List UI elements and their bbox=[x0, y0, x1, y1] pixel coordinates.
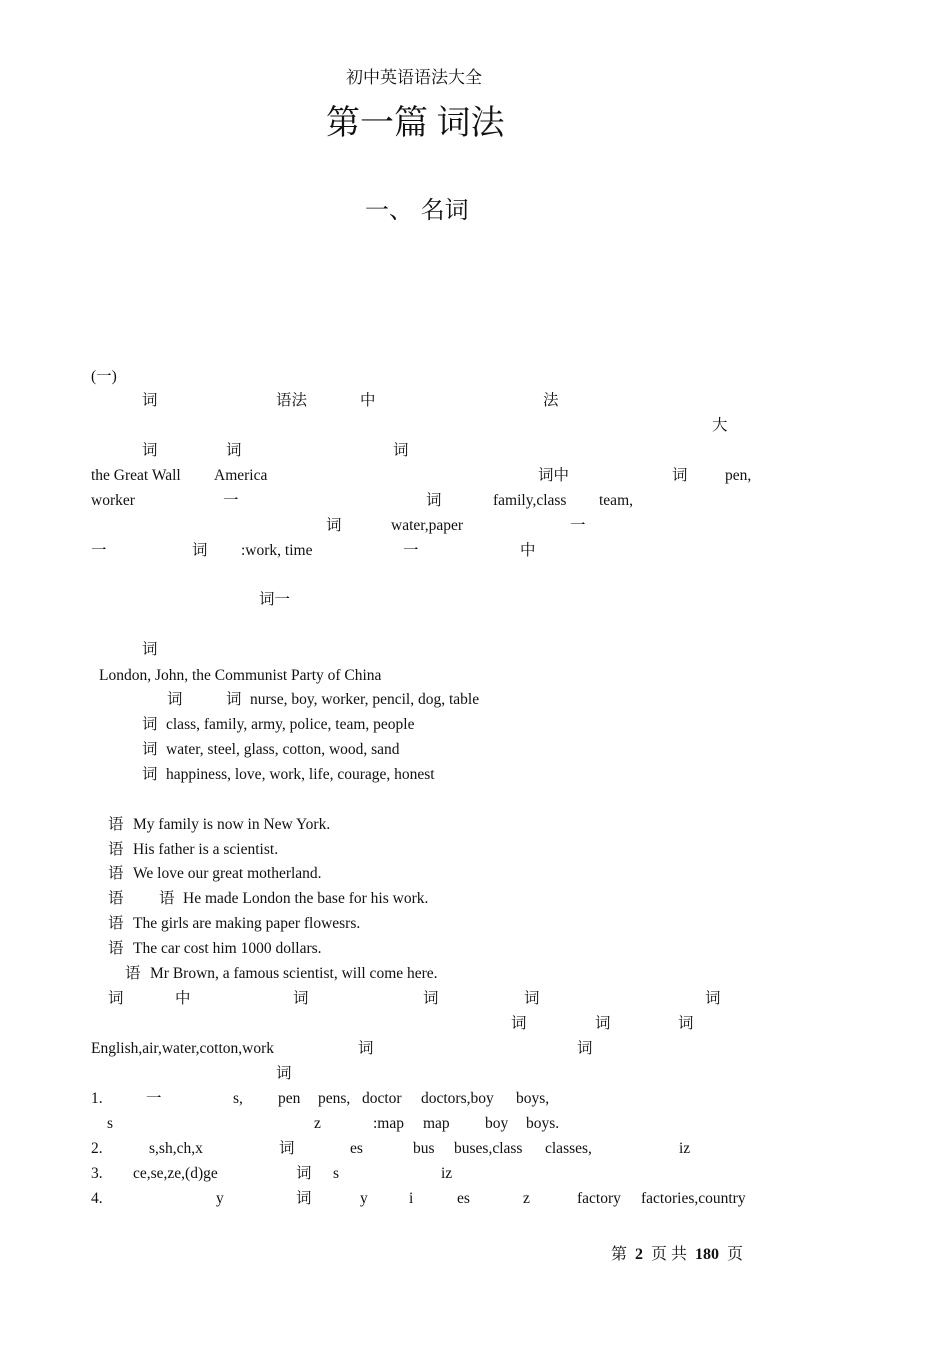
intro-marker: (一) bbox=[91, 368, 117, 385]
document-supertitle: 初中英语语法大全 bbox=[346, 68, 482, 87]
intro-fragment: 词 bbox=[192, 542, 208, 559]
countable-fragment: 词 bbox=[423, 990, 439, 1007]
intro-fragment: the Great Wall bbox=[91, 467, 181, 484]
rule-fragment: pens, bbox=[318, 1090, 351, 1107]
example-sentence: Mr Brown, a famous scientist, will come here. bbox=[150, 965, 438, 982]
rule-fragment: 一 bbox=[146, 1090, 162, 1107]
uncountable-examples: English,air,water,cotton,work bbox=[91, 1040, 274, 1057]
countable-fragment: 词 bbox=[678, 1015, 694, 1032]
intro-fragment: 词 bbox=[672, 467, 688, 484]
footer-prefix: 第 bbox=[611, 1246, 628, 1263]
rule-fragment: iz bbox=[679, 1140, 691, 1157]
intro-fragment: 词一 bbox=[259, 591, 291, 608]
countable-fragment: 词 bbox=[705, 990, 721, 1007]
rule-fragment: factory bbox=[577, 1190, 621, 1207]
rule-fragment: z bbox=[314, 1115, 321, 1132]
intro-fragment: worker bbox=[91, 492, 135, 509]
collective-noun-examples: class, family, army, police, team, people bbox=[166, 716, 415, 733]
example-sentence: The girls are making paper flowesrs. bbox=[133, 915, 361, 932]
intro-fragment: 中 bbox=[360, 392, 376, 409]
intro-fragment: 中 bbox=[520, 542, 536, 559]
intro-fragment: 词 bbox=[226, 442, 242, 459]
footer-suffix: 页 bbox=[727, 1246, 744, 1263]
individual-noun-examples: nurse, boy, worker, pencil, dog, table bbox=[250, 691, 480, 708]
countable-fragment: 词 bbox=[511, 1015, 527, 1032]
rule-fragment: doctor bbox=[362, 1090, 402, 1107]
example-marker: 语 bbox=[108, 816, 124, 833]
rule-number: 1. bbox=[91, 1090, 103, 1107]
example-sentence: His father is a scientist. bbox=[133, 841, 279, 858]
rule-fragment: s bbox=[107, 1115, 114, 1132]
countable-fragment: 中 bbox=[175, 990, 191, 1007]
rule-fragment: i bbox=[409, 1190, 414, 1207]
example-marker: 语 bbox=[125, 965, 141, 982]
example-sentence: My family is now in New York. bbox=[133, 816, 331, 833]
rule-fragment: bus bbox=[413, 1140, 435, 1157]
rule-fragment: 词 bbox=[279, 1140, 295, 1157]
intro-fragment: 语法 bbox=[276, 392, 308, 409]
intro-fragment: 一 bbox=[570, 517, 586, 534]
rule-fragment: s,sh,ch,x bbox=[149, 1140, 203, 1157]
type-marker: 词 bbox=[226, 691, 242, 708]
rule-fragment: y bbox=[360, 1190, 368, 1207]
rule-fragment: 词 bbox=[296, 1190, 312, 1207]
intro-fragment: family,class bbox=[493, 492, 567, 509]
intro-fragment: 一 bbox=[403, 542, 419, 559]
intro-fragment: team, bbox=[599, 492, 633, 509]
intro-fragment: 词 bbox=[326, 517, 342, 534]
rule-fragment: :map bbox=[373, 1115, 404, 1132]
type-marker: 词 bbox=[167, 691, 183, 708]
example-marker: 语 bbox=[159, 890, 175, 907]
rule-fragment: ce,se,ze,(d)ge bbox=[133, 1165, 218, 1182]
rule-number: 2. bbox=[91, 1140, 103, 1157]
countable-fragment: 词 bbox=[108, 990, 124, 1007]
intro-fragment: pen, bbox=[725, 467, 752, 484]
intro-fragment: 词 bbox=[426, 492, 442, 509]
intro-fragment: 一 bbox=[91, 542, 107, 559]
material-noun-examples: water, steel, glass, cotton, wood, sand bbox=[166, 741, 400, 758]
rule-fragment: boys, bbox=[516, 1090, 550, 1107]
intro-fragment: 法 bbox=[543, 392, 559, 409]
rule-fragment: boys. bbox=[526, 1115, 560, 1132]
intro-fragment: 词中 bbox=[538, 467, 570, 484]
example-sentence: The car cost him 1000 dollars. bbox=[133, 940, 322, 957]
rule-fragment: 词 bbox=[296, 1165, 312, 1182]
intro-fragment: :work, time bbox=[241, 542, 313, 559]
footer-middle: 页 共 bbox=[651, 1246, 688, 1263]
countable-fragment: 词 bbox=[595, 1015, 611, 1032]
example-sentence: We love our great motherland. bbox=[133, 865, 322, 882]
type-marker: 词 bbox=[142, 716, 158, 733]
countable-fragment: 词 bbox=[358, 1040, 374, 1057]
type-marker: 词 bbox=[142, 766, 158, 783]
page-total: 180 bbox=[695, 1246, 720, 1263]
rule-fragment: doctors,boy bbox=[421, 1090, 494, 1107]
rule-fragment: s bbox=[333, 1165, 340, 1182]
countable-fragment: 词 bbox=[293, 990, 309, 1007]
document-title: 第一篇 词法 bbox=[326, 105, 505, 142]
intro-fragment: 一 bbox=[223, 492, 239, 509]
section-heading: 一、 名词 bbox=[365, 196, 469, 224]
rule-fragment: es bbox=[350, 1140, 363, 1157]
page-footer bbox=[611, 1245, 743, 1265]
rule-fragment: y bbox=[216, 1190, 224, 1207]
intro-fragment: 大 bbox=[712, 417, 728, 434]
example-marker: 语 bbox=[108, 865, 124, 882]
page-number: 2 bbox=[635, 1246, 644, 1263]
example-marker: 语 bbox=[108, 841, 124, 858]
rule-number: 4. bbox=[91, 1190, 103, 1207]
example-marker: 语 bbox=[108, 940, 124, 957]
intro-fragment: 词 bbox=[393, 442, 409, 459]
countable-fragment: 词 bbox=[524, 990, 540, 1007]
rule-fragment: classes, bbox=[545, 1140, 592, 1157]
example-marker: 语 bbox=[108, 890, 124, 907]
types-heading: 词 bbox=[142, 641, 158, 658]
type-marker: 词 bbox=[142, 741, 158, 758]
intro-fragment: water,paper bbox=[391, 517, 464, 534]
rule-fragment: boy bbox=[485, 1115, 509, 1132]
rule-fragment: pen bbox=[278, 1090, 301, 1107]
example-sentence: He made London the base for his work. bbox=[183, 890, 429, 907]
rule-fragment: z bbox=[523, 1190, 530, 1207]
rule-number: 3. bbox=[91, 1165, 103, 1182]
rule-fragment: factories,country bbox=[641, 1190, 746, 1207]
rule-fragment: es bbox=[457, 1190, 470, 1207]
rule-fragment: s, bbox=[233, 1090, 243, 1107]
example-marker: 语 bbox=[108, 915, 124, 932]
rule-fragment: map bbox=[423, 1115, 450, 1132]
rule-fragment: buses,class bbox=[454, 1140, 523, 1157]
abstract-noun-examples: happiness, love, work, life, courage, honest bbox=[166, 766, 435, 783]
countable-fragment: 词 bbox=[577, 1040, 593, 1057]
intro-fragment: 词 bbox=[142, 442, 158, 459]
intro-fragment: 词 bbox=[142, 392, 158, 409]
rule-fragment: iz bbox=[441, 1165, 453, 1182]
countable-fragment: 词 bbox=[276, 1065, 292, 1082]
intro-fragment: America bbox=[214, 467, 268, 484]
proper-noun-examples: London, John, the Communist Party of China bbox=[99, 667, 382, 684]
